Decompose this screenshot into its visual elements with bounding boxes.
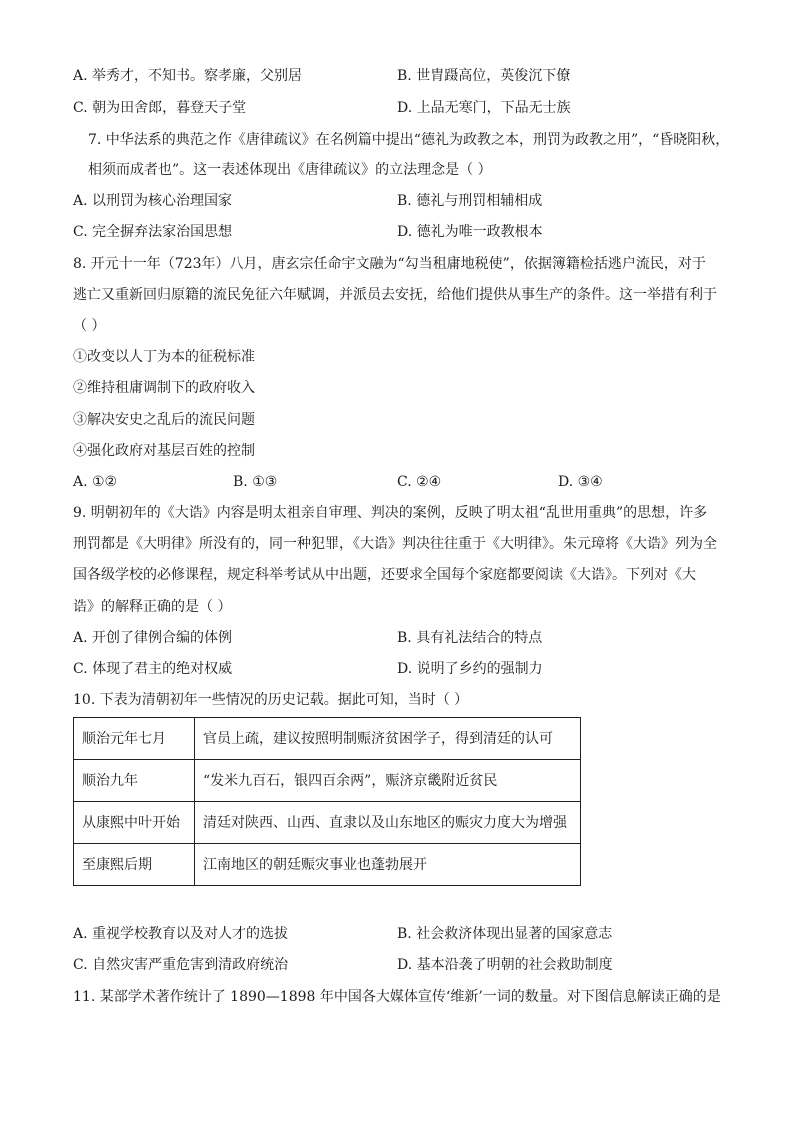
q9-stem-line-4: 诰》的解释正确的是（ ） — [73, 599, 232, 615]
q9-stem-line-3: 国各级学校的必修课程，规定科举考试从中出题，还要求全国每个家庭都要阅读《大诰》。下列对《大 — [73, 567, 696, 583]
table-cell-event: “发米九百石，银四百余两”，赈济京畿附近贫民 — [195, 760, 581, 802]
q7-option-d: D. 德礼为唯一政教根本 — [397, 224, 543, 240]
q7-stem-line-2: 相须而成者也”。这一表述体现出《唐律疏议》的立法理念是（ ） — [88, 162, 492, 178]
q8-option-d: D. ③④ — [558, 474, 603, 490]
q9-option-c: C. 体现了君主的绝对权威 — [73, 661, 233, 677]
q8-stem-line-1: 8. 开元十一年（723年）八月，唐玄宗任命宇文融为“勾当租庸地税使”，依据簿籍检括逃户流民，对于 — [73, 256, 706, 272]
q10-option-d: D. 基本沿袭了明朝的社会救助制度 — [397, 957, 613, 973]
q8-item-2: ②维持租庸调制下的政府收入 — [73, 380, 255, 396]
q6-option-a: A. 举秀才，不知书。察孝廉，父别居 — [73, 68, 303, 84]
q7-stem-line-1: 7. 中华法系的典范之作《唐律疏议》在名例篇中提出“德礼为政教之本，刑罚为政教之用”，“昏晓阳秋， — [88, 132, 730, 148]
q9-stem-line-2: 刑罚都是《大明律》所没有的，同一种犯罪，《大诰》判决往往重于《大明律》。朱元璋将《大诰》列为全 — [73, 536, 717, 552]
table-cell-event: 清廷对陕西、山西、直隶以及山东地区的赈灾力度大为增强 — [195, 802, 581, 844]
q8-stem-line-3: （ ） — [73, 318, 106, 334]
q8-item-4: ④强化政府对基层百姓的控制 — [73, 443, 255, 459]
table-cell-event: 官员上疏，建议按照明制赈济贫困学子，得到清廷的认可 — [195, 718, 581, 760]
q10-option-c: C. 自然灾害严重危害到清政府统治 — [73, 957, 289, 973]
q8-option-a: A. ①② — [73, 474, 118, 490]
q8-option-c: C. ②④ — [397, 474, 442, 490]
history-records-table — [73, 717, 581, 886]
q10-option-b: B. 社会救济体现出显著的国家意志 — [397, 926, 613, 942]
q7-option-c: C. 完全摒弃法家治国思想 — [73, 224, 233, 240]
table-row — [74, 844, 581, 886]
table-cell-time: 从康熙中叶开始 — [74, 802, 195, 844]
q10-stem: 10. 下表为清朝初年一些情况的历史记载。据此可知，当时（ ） — [73, 692, 469, 708]
q6-option-c: C. 朝为田舍郎，暮登天子堂 — [73, 100, 247, 116]
table-cell-time: 顺治九年 — [74, 760, 195, 802]
q6-option-b: B. 世胄蹑高位，英俊沉下僚 — [397, 68, 571, 84]
q7-option-a: A. 以刑罚为核心治理国家 — [73, 193, 233, 209]
table-cell-time: 顺治元年七月 — [74, 718, 195, 760]
q9-option-b: B. 具有礼法结合的特点 — [397, 630, 543, 646]
q7-option-b: B. 德礼与刑罚相辅相成 — [397, 193, 543, 209]
q10-option-a: A. 重视学校教育以及对人才的选拔 — [73, 926, 289, 942]
q8-item-3: ③解决安史之乱后的流民问题 — [73, 412, 255, 428]
q9-stem-line-1: 9. 明朝初年的《大诰》内容是明太祖亲自审理、判决的案例，反映了明太祖“乱世用重典”的思想，许多 — [73, 505, 708, 521]
table-row — [74, 802, 581, 844]
q11-stem-line-1: 11. 某部学术著作统计了 1890—1898 年中国各大媒体宣传‘维新’一词的数量。对下图信息解读正确的是 — [73, 989, 721, 1005]
table-row — [74, 718, 581, 760]
table-row — [74, 760, 581, 802]
q9-option-d: D. 说明了乡约的强制力 — [397, 661, 543, 677]
q8-stem-line-2: 逃亡又重新回归原籍的流民免征六年赋调，并派员去安抚，给他们提供从事生产的条件。这一举措有利于 — [73, 287, 717, 303]
q9-option-a: A. 开创了律例合编的体例 — [73, 630, 233, 646]
q6-option-d: D. 上品无寒门，下品无士族 — [397, 100, 571, 116]
table-cell-time: 至康熙后期 — [74, 844, 195, 886]
q8-option-b: B. ①③ — [233, 474, 278, 490]
table-cell-event: 江南地区的朝廷赈灾事业也蓬勃展开 — [195, 844, 581, 886]
q8-item-1: ①改变以人丁为本的征税标准 — [73, 349, 255, 365]
